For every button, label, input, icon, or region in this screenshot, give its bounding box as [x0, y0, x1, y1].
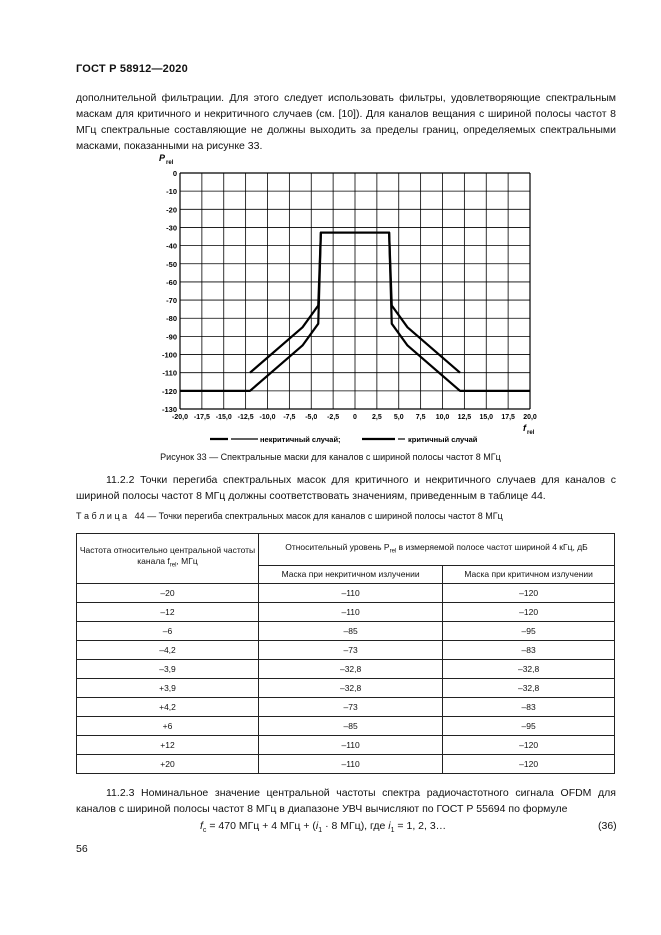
- y-tick-label: -110: [162, 368, 177, 378]
- paragraph-filtering: дополнительной фильтрации. Для этого следует использовать фильтры, удовлетворяющие спектральным маскам для критичного и некритичного случаев (см. [10]). Для каналов вещания с шириной полосы частот 8 МГц спектральные составляющие не должны выходить за пределы границ, определяемых спектральными масками, показанными на рисунке 33.: [76, 92, 616, 152]
- table-cell-noncritical: –110: [259, 755, 443, 774]
- table-title-prefix: Т а б л и ц а 44: [76, 511, 145, 521]
- x-tick-label: 17,5: [501, 414, 515, 421]
- table-cell-noncritical: –110: [259, 584, 443, 603]
- y-axis-label: P: [159, 153, 166, 163]
- table-cell-critical: –32,8: [443, 660, 615, 679]
- y-tick-label: 0: [172, 169, 177, 178]
- table-cell-noncritical: –85: [259, 622, 443, 641]
- x-tick-label: -12,5: [237, 414, 254, 421]
- table-cell-frequency: –6: [77, 622, 259, 641]
- table-row: [77, 679, 615, 698]
- table-title-text: — Точки перегиба спектральных масок для каналов с шириной полосы частот 8 МГц: [144, 511, 503, 521]
- table-row: [77, 603, 615, 622]
- table-cell-frequency: +20: [77, 755, 259, 774]
- table-cell-critical: –95: [443, 717, 615, 736]
- table-row: [77, 736, 615, 755]
- table-row: [77, 584, 615, 603]
- table-cell-critical: –120: [443, 584, 615, 603]
- x-tick-label: 20,0: [523, 414, 537, 421]
- table-cell-noncritical: –85: [259, 717, 443, 736]
- table-col-noncritical-header: Маска при некритичном излучении: [259, 566, 443, 584]
- y-tick-label: -30: [166, 223, 177, 233]
- table-cell-frequency: –20: [77, 584, 259, 603]
- y-tick-label: -100: [161, 350, 177, 360]
- table-cell-critical: –120: [443, 736, 615, 755]
- x-tick-label: -2,5: [327, 414, 340, 421]
- x-tick-label: 10,0: [435, 414, 450, 421]
- y-tick-label: -130: [161, 405, 177, 414]
- table-row: [77, 698, 615, 717]
- x-axis-label: f: [523, 423, 526, 433]
- y-tick-label: -70: [166, 296, 177, 306]
- y-tick-label: -120: [161, 386, 177, 396]
- table-cell-noncritical: –110: [259, 736, 443, 755]
- page-number: 56: [76, 843, 88, 855]
- y-tick-label: -60: [166, 277, 177, 287]
- table-cell-critical: –32,8: [443, 679, 615, 698]
- x-tick-label: 7,5: [415, 414, 426, 421]
- table-cell-frequency: –12: [77, 603, 259, 622]
- table-cell-noncritical: –110: [259, 603, 443, 622]
- table-cell-noncritical: –73: [259, 698, 443, 717]
- table-title: [76, 511, 503, 521]
- table-col-frequency-header: Частота относительно центральной частоты канала $f_{rel}$, МГц: [77, 534, 259, 584]
- table-row: [77, 622, 615, 641]
- formula-36: $f_c = 470$ МГц + 4 МГц + ($i_1 \cdot 8$ МГц), где $i_1 = 1$, 2, 3…: [200, 820, 447, 835]
- x-tick-label: -17,5: [193, 414, 210, 421]
- table-cell-critical: –120: [443, 603, 615, 622]
- table-cell-frequency: +3,9: [77, 679, 259, 698]
- table-row: [77, 641, 615, 660]
- table-cell-frequency: –4,2: [77, 641, 259, 660]
- legend-label-noncritical: некритичный случай;: [260, 435, 341, 444]
- y-axis-label-sub: rel: [166, 160, 174, 166]
- table-col-critical-header: Маска при критичном излучении: [443, 566, 615, 584]
- paragraph-11-2-2: 11.2.2 Точки перегиба спектральных масок для критичного и некритичного случаев для каналов с шириной полосы частот 8 МГц должны соответствовать значениям, приведенным в таблице 44.: [76, 474, 616, 502]
- y-tick-label: -90: [166, 332, 177, 342]
- table-cell-critical: –120: [443, 755, 615, 774]
- y-tick-label: -10: [166, 187, 177, 197]
- x-tick-label: 5,0: [393, 414, 404, 421]
- table-row: [77, 660, 615, 679]
- y-tick-label: -50: [166, 259, 177, 269]
- table-cell-noncritical: –73: [259, 641, 443, 660]
- table-group-header: Относительный уровень $P_{rel}$ в измеряемой полосе частот шириной 4 кГц, дБ: [259, 534, 615, 566]
- x-tick-label: 0: [353, 414, 357, 421]
- table-cell-frequency: +6: [77, 717, 259, 736]
- y-tick-label: -80: [166, 314, 177, 324]
- table-cell-noncritical: –32,8: [259, 660, 443, 679]
- table-cell-frequency: –3,9: [77, 660, 259, 679]
- x-tick-label: -15,0: [215, 414, 232, 421]
- x-tick-label: -10,0: [259, 414, 276, 421]
- x-tick-label: -5,0: [305, 414, 318, 421]
- figure-caption: Рисунок 33 — Спектральные маски для каналов с шириной полосы частот 8 МГц: [160, 452, 501, 462]
- x-tick-label: -7,5: [283, 414, 296, 421]
- table-cell-critical: –95: [443, 622, 615, 641]
- table-cell-critical: –83: [443, 698, 615, 717]
- x-tick-label: 12,5: [457, 414, 472, 421]
- document-header: ГОСТ Р 58912—2020: [76, 63, 188, 75]
- x-tick-label: -20,0: [172, 414, 188, 421]
- spectral-mask-chart: [150, 150, 550, 450]
- y-tick-label: -20: [166, 205, 177, 215]
- x-tick-label: 2,5: [372, 414, 382, 421]
- y-tick-label: -40: [166, 241, 177, 251]
- table-cell-critical: –83: [443, 641, 615, 660]
- x-axis-label-sub: rel: [527, 430, 535, 436]
- table-row: [77, 755, 615, 774]
- equation-number: (36): [598, 820, 617, 832]
- table-44: [76, 533, 615, 774]
- table-row: [77, 717, 615, 736]
- x-tick-label: 15,0: [479, 414, 494, 421]
- table-cell-frequency: +12: [77, 736, 259, 755]
- table-cell-frequency: +4,2: [77, 698, 259, 717]
- paragraph-11-2-3: 11.2.3 Номинальное значение центральной частоты спектра радиочастотного сигнала OFDM для каналов с шириной полосы частот 8 МГц в диапазоне УВЧ вычисляют по ГОСТ Р 55694 по формуле: [76, 787, 616, 815]
- legend-label-critical: критичный случай: [408, 435, 478, 444]
- table-cell-noncritical: –32,8: [259, 679, 443, 698]
